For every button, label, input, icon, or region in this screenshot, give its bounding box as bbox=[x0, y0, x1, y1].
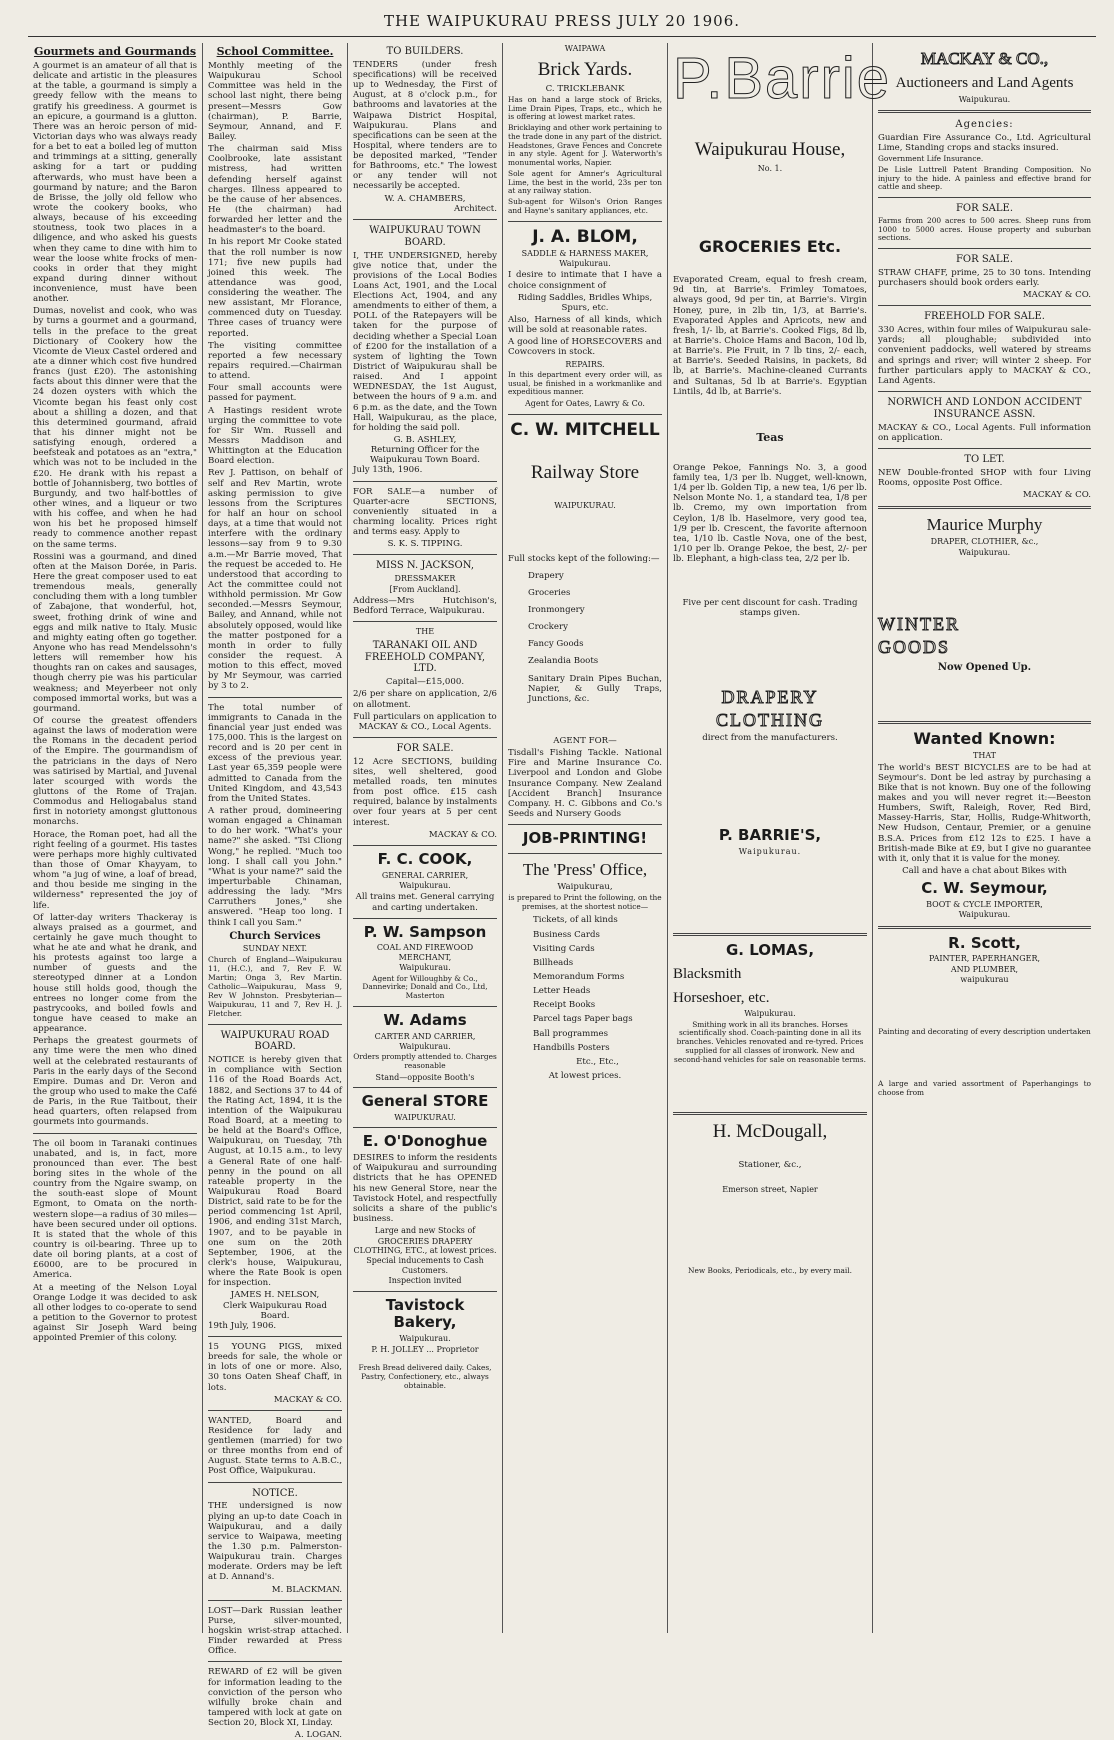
job-list bbox=[508, 915, 662, 1067]
school-p6: A Hastings resident wrote urging the committee to vote for Sir Wm. Russell and Messrs Maddison and Whittington at the Education Board election. bbox=[208, 405, 342, 467]
mitchell-store: Railway Store bbox=[530, 461, 640, 483]
groceries-body: Evaporated Cream, equal to fresh cream, 9d tin, at Barrie's. Frimley Tomatoes, always good, 9d per tin, at Barrie's. Virgin Honey, pure, in 2lb tin, 1/3, at Barrie's. Evaporated Apples and Apricots, new and fresh, 1/- lb, at Barrie's. Cooked Figs, 8d lb, at Barrie's. Choice Hams and Bacon, 10d lb, at Barrie's. Pie Fruit, in 7 lb tins, 2/- each, at Barrie's. Seeded Raisins, in packets, 8d lb, at Barrie's. Machine-cleaned Currants and Sultanas, 5d lb at Barrie's. Egyptian Lintils, 4d lb, at Barrie's. bbox=[673, 275, 867, 397]
brick-p4: Sub-agent for Wilson's Orion Ranges and Hayne's sanitary appliances, etc. bbox=[508, 197, 662, 215]
blom-role: SADDLE & HARNESS MAKER, bbox=[521, 248, 649, 258]
cook-place: Waipukurau. bbox=[399, 880, 451, 890]
oil-share: 2/6 per share on application, 2/6 on allotment. bbox=[353, 689, 497, 710]
oil-the: THE bbox=[415, 627, 435, 637]
forsale1-body: FOR SALE—a number of Quarter-acre SECTIONS, conveniently situated in a charming locality. Prices right and terms easy. Apply to bbox=[353, 486, 497, 538]
church-services-title: Church Services bbox=[229, 930, 321, 942]
list-item: Visiting Cards bbox=[533, 943, 595, 954]
adams-role: CARTER AND CARRIER, bbox=[374, 1031, 476, 1041]
divider bbox=[208, 1024, 342, 1025]
sampson-place: Waipukurau. bbox=[399, 963, 451, 973]
divider bbox=[878, 448, 1091, 449]
mackay-place: Waipukurau. bbox=[958, 94, 1011, 104]
town-board-body: I, THE UNDERSIGNED, hereby give notice that, under the provisions of the Local Bodies Loans Act, 1901, and the Local Elections Act, 1904, and any amendments to either of them, a POLL of the Ratepayers will be taken for the purpose of deciding whether a Special Loan of £200 for the installation of a system of lighting the Town District of Waipukurau shall be raised. And I appoint WEDNESDAY, the 1st August, between the hours of 9 a.m. and 6 p.m. as the date, and the Town Hall, Waipukurau, as the place, for holding the said poll. bbox=[353, 250, 497, 433]
blom-p2: Riding Saddles, Bridles Whips, Spurs, etc. bbox=[517, 292, 653, 313]
notice-body: THE undersigned is now plying an up-to date Coach in Waipukurau, and a daily service to Waipawa, meeting the 1.30 p.m. Palmerston-Waipukurau train. Charges moderate. Orders may be left at D. Annand's. bbox=[208, 1501, 342, 1583]
blom-p1: I desire to intimate that I have a choice consignment of bbox=[508, 270, 662, 291]
mitchell-sanitary: Sanitary Drain Pipes Buchan, Napier, & Gully Traps, Junctions, &c. bbox=[528, 673, 662, 704]
school-p7: Rev J. Pattison, on behalf of self and Rev Martin, wrote asking permission to give lessons from the Scriptures for half an hour on school days, at a time that would not interfere with the ordinary lessons—say from 9 to 9.30 a.m.—Mr Barrie moved, That the request be acceded to. He understood that according to Act the committee could not withhold permission. Mr Gow seconded.—Messrs Seymour, Bailey, and Annand, while not absolutely opposed, would like the matter postponed for a month in order to fully consider the request. A motion to this effect, moved by Mr Seymour, was carried by 3 to 2. bbox=[208, 468, 343, 692]
oil-boom-p: The oil boom in Taranaki continues unabated, and is, in fact, more pronounced than ever. The best boring sites in the whole of the country from the Ngaire swamp, on the south-east slope of Mount Egmont, to Omata on the north-western slope—a radius of 30 miles—have been secured under oil options. It is stated that the whole of this country is oil-bearing. Three up to date oil boring plants, at a cost of £6000, are to be procured in America. bbox=[33, 1138, 197, 1281]
odonoghue-cash: Special inducements to Cash Customers. bbox=[366, 1256, 484, 1275]
school-p4: The visiting committee reported a few necessary repairs required.—Chairman to attend. bbox=[208, 340, 342, 382]
column-1 bbox=[28, 43, 203, 1633]
odonoghue-name: E. O'Donoghue bbox=[362, 1132, 488, 1151]
freehold-body: 330 Acres, within four miles of Waipukurau sale-yards; all ploughable; subdivided into convenient paddocks, well watered by streams and springs and river; will winter 2 sheep. For further particulars apply to MACKAY & CO., Land Agents. bbox=[878, 325, 1091, 386]
divider bbox=[353, 737, 497, 738]
gourmets-p7: Perhaps the greatest gourmets of any time were the men who dined well at the celebrated restaurants of Paris in the early days of the Second Empire. Dumas and Dr. Veron and the group who used to make the Café de Paris, in the Rue Taitbout, their head quarters, often relapsed from gourmets into gourmands. bbox=[33, 1036, 197, 1128]
odonoghue-inspection: Inspection invited bbox=[388, 1276, 462, 1286]
tolet-title: TO LET. bbox=[964, 453, 1005, 465]
list-item: Billheads bbox=[533, 957, 574, 968]
blom-agent: Agent for Oates, Lawry & Co. bbox=[525, 399, 645, 409]
school-committee-title: School Committee. bbox=[216, 45, 334, 58]
gourmets-p4: Of course the greatest offenders against the laws of moderation were the Romans in the decadent period of the Empire. The gourmandism of the patricians in the days of Nero was satirised by Martial, and Juvenal later scourged with words the gluttons of the Rome of Trajan. Commodus and Heliogabalus stand first in notoriety amongst gluttonous monarchs. bbox=[33, 715, 197, 828]
mcdougall-name: H. McDougall, bbox=[712, 1121, 828, 1143]
brick-p1: Has on hand a large stock of Bricks, Lime Drain Pipes, Traps, etc., which he is offering at lowest market rates. bbox=[508, 94, 662, 122]
chinaman-p: A rather proud, domineering woman engaged a Chinaman to do her work. "What's your name?" she asked. "Tsi Cliong Wong," he replied. "Much too long. I shall call you John." "What is your name?" said the imperturbable Chinaman, addressing the lady. "Mrs Carruthers Jones," she answered. "Heap too long. I think I call you Sam." bbox=[208, 805, 342, 928]
list-item: Crockery bbox=[528, 622, 568, 633]
divider bbox=[208, 697, 342, 698]
gov-life: Government Life Insurance. bbox=[878, 154, 984, 164]
forsale-chaff-sig: MACKAY & CO. bbox=[1022, 290, 1091, 301]
list-item: Drapery bbox=[528, 570, 564, 581]
lomas-blacksmith: Blacksmith bbox=[673, 965, 742, 982]
bakery-name: Tavistock Bakery, bbox=[385, 1295, 465, 1332]
wanted-chat: Call and have a chat about Bikes with bbox=[902, 866, 1067, 877]
forsale-chaff-body: STRAW CHAFF, prime, 25 to 30 tons. Intending purchasers should book orders early. bbox=[878, 267, 1091, 289]
divider bbox=[878, 305, 1091, 306]
norwich-title: NORWICH AND LONDON ACCIDENT INSURANCE ASSN. bbox=[887, 397, 1082, 420]
divider bbox=[208, 1661, 342, 1662]
jackson-addr: Address—Mrs Hutchison's, Bedford Terrace, Waipukurau. bbox=[353, 596, 497, 617]
agencies-body: Guardian Fire Assurance Co., Ltd. Agricultural Lime, Standing crops and stacks insured. bbox=[878, 132, 1091, 154]
list-item: Parcel tags Paper bags bbox=[533, 1014, 633, 1025]
divider bbox=[878, 721, 1091, 724]
job-printing-title: JOB-PRINTING! bbox=[522, 829, 648, 848]
mitchell-intro: Full stocks kept of the following:— bbox=[508, 553, 660, 564]
gourmets-p5: Horace, the Roman poet, had all the right feeling of a gourmet. His tastes were perhaps more highly cultivated than those of Omar Khayyam, to whom "a jug of wine, a loaf of bread, and thou beside me singing in the wilderness" represented the joy of life. bbox=[33, 829, 197, 911]
mcdougall-role: Stationer, &c., bbox=[738, 1159, 802, 1170]
oil-company-name: TARANAKI OIL AND FREEHOLD COMPANY, LTD. bbox=[364, 639, 486, 675]
school-p3: In his report Mr Cooke stated that the roll number is now 171; five new pupils had joined this week. The attendance was good, considering the weather. The new assistant, Mr Florance, commenced duty on Tuesday. Three cases of truancy were reported. bbox=[208, 237, 342, 339]
list-item: Ironmongery bbox=[528, 604, 585, 615]
forsale2-sig: MACKAY & CO. bbox=[428, 829, 497, 840]
press-office: The 'Press' Office, bbox=[522, 859, 648, 879]
divider bbox=[508, 853, 662, 854]
list-item: Zealandia Boots bbox=[528, 656, 599, 667]
general-store-name: General STORE bbox=[361, 1092, 489, 1111]
masthead: THE WAIPUKURAU PRESS JULY 20 1906. bbox=[28, 10, 1096, 37]
sampson-role: COAL AND FIREWOOD MERCHANT, bbox=[376, 943, 474, 962]
forsale-chaff-title: FOR SALE. bbox=[955, 254, 1014, 266]
columns bbox=[28, 43, 1096, 1740]
teas-title: Teas bbox=[756, 430, 784, 444]
wanted-board-body: WANTED, Board and Residence for lady and gentlemen (married) for two or three months from end of August. State terms to A.B.C., Post Office, Waipukurau. bbox=[208, 1415, 342, 1477]
town-board-sig2: Returning Officer for the Waipukurau Town Board. bbox=[369, 445, 481, 466]
scott-body: Painting and decorating of every description undertaken bbox=[878, 1026, 1091, 1036]
mackay-role: Auctioneers and Land Agents bbox=[895, 75, 1074, 92]
blom-repairs-title: REPAIRS. bbox=[565, 359, 605, 369]
divider bbox=[878, 110, 1091, 113]
gourmets-p6: Of latter-day writers Thackeray is always praised as a gourmet, and certainly he gave much thought to what he ate and what he drank, and his protests against too large a number of guests and the stereotyped dinner at a London house still holds good, though the entrees no longer come from the pastrycooks, and boiled fowls and tongue have ceased to make an appearance. bbox=[33, 912, 197, 1035]
list-item: Memorandum Forms bbox=[533, 971, 625, 982]
barries-place: Waipukurau. bbox=[738, 846, 802, 856]
house-number: No. 1. bbox=[757, 163, 783, 173]
adams-body: Orders promptly attended to. Charges reasonable bbox=[353, 1052, 497, 1071]
sampson-body: Agent for Willoughby & Co., Dannevirke; Donald and Co., Ltd, Masterton bbox=[362, 973, 488, 1001]
brick-owner: C. TRICKLEBANK bbox=[545, 83, 625, 94]
divider bbox=[673, 1112, 867, 1115]
column-5 bbox=[668, 43, 892, 1633]
agent-title: AGENT FOR— bbox=[553, 735, 617, 746]
jackson-name: MISS N. JACKSON, bbox=[375, 560, 475, 572]
divider bbox=[878, 391, 1091, 392]
seymour-name: C. W. Seymour, bbox=[921, 879, 1048, 898]
divider bbox=[208, 1410, 342, 1411]
road-board-sig: JAMES H. NELSON, bbox=[230, 1290, 320, 1301]
mitchell-place: WAIPUKURAU. bbox=[554, 501, 616, 511]
school-p5: Four small accounts were passed for payment. bbox=[208, 383, 342, 404]
divider bbox=[673, 933, 867, 936]
mcdougall-addr: Emerson street, Napier bbox=[722, 1184, 818, 1194]
wanted-body: The world's BEST BICYCLES are to be had at Seymour's. Dont be led astray by purchasing a Bike that is not known. Buy one of the following makes and you will never regret it:—Beeston Humbers, Swift, Raleigh, Rover, Red Bird, Massey-Harris, Star, Hollis, Rudge-Whitworth, New Hudson, Centaur, Premier, or a genuine B.S.A. Prices from £12 12s to £25. I have a British-made Bike at £9, but I give no guarantee with it, only that it is value for the money. bbox=[878, 762, 1091, 864]
bakery-body: Fresh Bread delivered daily. Cakes, Pastry, Confectionery, etc., always obtainable. bbox=[358, 1363, 492, 1390]
divider bbox=[208, 1600, 342, 1601]
divider bbox=[208, 1336, 342, 1337]
divider bbox=[353, 621, 497, 622]
goods-title: GOODS bbox=[878, 637, 951, 658]
blom-name: J. A. BLOM, bbox=[532, 226, 638, 247]
barrie-logo: P.Barrie bbox=[673, 46, 892, 111]
job-end: At lowest prices. bbox=[548, 1070, 622, 1081]
church-sub: SUNDAY NEXT. bbox=[242, 944, 308, 954]
forsale-farms-body: Farms from 200 acres to 500 acres. Sheep runs from 1000 to 5000 acres. House property and suburban sections. bbox=[878, 215, 1091, 243]
norwich-body: MACKAY & CO., Local Agents. Full information on application. bbox=[878, 422, 1091, 443]
list-item: Ball programmes bbox=[533, 1028, 608, 1039]
divider bbox=[878, 197, 1091, 198]
brick-p2: Bricklaying and other work pertaining to the trade done in any part of the district. Headstones, Grave Fences and Concrete in any style. Agent for J. Waterworth's monumental works, Napier. bbox=[508, 123, 662, 168]
groceries-title: GROCERIES Etc. bbox=[698, 237, 842, 257]
general-store-place: WAIPUKURAU. bbox=[394, 1113, 456, 1123]
seymour-role: BOOT & CYCLE IMPORTER, bbox=[926, 899, 1043, 909]
road-board-sig2: Clerk Waipukurau Road Board. bbox=[223, 1300, 327, 1321]
adams-stand: Stand—opposite Booth's bbox=[375, 1072, 475, 1082]
list-item: Tickets, of all kinds bbox=[533, 915, 618, 926]
divider bbox=[878, 248, 1091, 249]
lomas-name: G. LOMAS, bbox=[725, 941, 815, 960]
gourmets-p3: Rossini was a gourmand, and dined often at the Maison Dorée, in Paris. Here the great composer used to eat tremendous meals, generally concluding them with a long tumbler of Zabajone, that wonderful, hot, sweet, frothing drink of wine and eggs and milk native to Italy. Music and mighty eating often go together. Anyone who has read Mendelssohn's letters will remember how his thoughts ran on cakes and sausages, though cherry pie was his particular weakness; and Meyerbeer not only composed immortal works, but was a gourmand. bbox=[33, 551, 197, 714]
divider bbox=[353, 845, 497, 846]
murphy-place: Waipukurau. bbox=[958, 547, 1011, 557]
lomas-place: Waipukurau. bbox=[744, 1009, 796, 1019]
road-board-date: 19th July, 1906. bbox=[208, 1320, 277, 1331]
forsale1-sig: S. K. S. TIPPING. bbox=[387, 539, 463, 550]
blom-repairs: In this department every order will, as usual, be finished in a workmanlike and expeditious manner. bbox=[508, 370, 662, 397]
tolet-body: NEW Double-fronted SHOP with four Living Rooms, opposite Post Office. bbox=[878, 467, 1091, 488]
oil-capital: Capital—£15,000. bbox=[385, 677, 465, 688]
scott-role2: AND PLUMBER, bbox=[950, 964, 1019, 974]
clothing-title: CLOTHING bbox=[716, 709, 824, 730]
reward-body: REWARD of £2 will be given for information leading to the conviction of the person who wilfully broke chain and tampered with lock at gate on Section 20, Block XI, Linday. bbox=[208, 1667, 342, 1729]
scott-role: PAINTER, PAPERHANGER, bbox=[928, 954, 1041, 964]
mitchell-name: C. W. MITCHELL bbox=[510, 419, 660, 440]
murphy-role: DRAPER, CLOTHIER, &c., bbox=[930, 537, 1039, 547]
divider bbox=[208, 1482, 342, 1483]
forsale2-body: 12 Acre SECTIONS, building sites, well sheltered, good metalled roads, ten minutes from post office. £15 cash required, balance by instalments over four years at 5 per cent interest. bbox=[353, 756, 497, 828]
mackay-name: MACKAY & CO., bbox=[920, 49, 1049, 68]
divider bbox=[353, 1087, 497, 1088]
school-p1: Monthly meeting of the Waipukurau School Committee was held in the school last night, there being present—Messrs Gow (chairman), P. Barrie, Seymour, Annand, and F. Bailey. bbox=[208, 60, 342, 142]
teas-body: Orange Pekoe, Fannings No. 3, a good family tea, 1/3 per lb. Nugget, well-known, 1/4 per lb. Golden Tip, a new tea, 1/6 per lb. Nelson Monte No. 1, a standard tea, 1/8 per lb. Cremo, my own importation from Ceylon, 1/8 lb. Haselmore, very good tea, 1/9 per lb. Crescent, the favorite afternoon tea, 1/10 lb. Castle Nova, one of the best, 1/10 per lb. Orange Pekoe, the best, 2/- per lb. Elephant, a high-class tea, 2/2 per lb. bbox=[673, 462, 867, 565]
brick-p3: Sole agent for Amner's Agricultural Lime, the best in the world, 23s per ton at any railway station. bbox=[508, 168, 662, 196]
lomas-horseshoer: Horseshoer, etc. bbox=[673, 989, 770, 1006]
divider bbox=[508, 824, 662, 825]
adams-place: Waipukurau. bbox=[399, 1042, 451, 1052]
job-place: Waipukurau, bbox=[557, 881, 613, 892]
orange-lodge-p: At a meeting of the Nelson Loyal Orange Lodge it was decided to ask all other lodges to co-operate to send a petition to the Governor to protest against Sir Joseph Ward being appointed Premier of this colony. bbox=[33, 1282, 197, 1344]
list-item: Receipt Books bbox=[533, 1000, 596, 1011]
freehold-title: FREEHOLD FOR SALE. bbox=[924, 311, 1045, 323]
list-item: Groceries bbox=[528, 587, 571, 598]
list-item: Business Cards bbox=[533, 929, 600, 940]
tolet-sig: MACKAY & CO. bbox=[1022, 490, 1091, 500]
divider bbox=[878, 926, 1091, 929]
divider bbox=[353, 481, 497, 482]
town-board-date: July 13th, 1906. bbox=[353, 465, 423, 476]
divider bbox=[508, 414, 662, 415]
winter-title: WINTER bbox=[878, 614, 960, 635]
brick-town: WAIPAWA bbox=[564, 44, 606, 53]
gourmets-p2: Dumas, novelist and cook, who was by turns a gourmet and a gourmand, tells in the preface to the great Dictionary of Cookery how the Vicomte de Vieux Castel ordered and ate a dinner which cost five hundred francs (just £20). The astonishing facts about this dinner were that the 24 dozen oysters with which the Vicomte began his feast only cost about a shilling a dozen, and that this determined gourmand, afraid that his dinner might not be satisfying enough, ordered a beefsteak and potatoes as an "extra," which was not to be included in the £20. He drank with his repast a bottle of Johannisberg, two bottles of Burgundy, and two half-bottles of other wines, and a liqueur or two with his coffee, and when he had won his bet he proposed himself ready to commence another repast on the same terms. bbox=[33, 306, 197, 550]
gourmets-p1: A gourmet is an amateur of all that is delicate and artistic in the pleasures at the table, a gourmand is simply a greedy fellow with the means to gratify his greediness. A gourmet is an epicure, a gourmand is a glutton. There was an heroic person of mid-Victorian days who was always ready for a bet to eat a boiled leg of mutton and trimmings at a sitting, generally asking for a tart or pudding afterwards, who must have been a gourmand by nature; and the Baron de Brisse, the jolly old fellow who wrote the cookery books, who always, because of his exceeding stoutness, took two places in a diligence, and who asked his guests when they came to dine with him to wear the loose white frocks of men-cooks in order that they might expand during dinner without inconvenience, must have been another. bbox=[33, 60, 197, 305]
drapery-title: DRAPERY bbox=[721, 686, 819, 707]
job-intro: is prepared to Print the following, on the premises, at the shortest notice— bbox=[508, 892, 662, 911]
agent-body: Tisdall's Fishing Tackle. National Fire and Marine Insurance Co. Liverpool and London and Globe Insurance Company. New Zealand [Accident Branch] Insurance Company. H. C. Gibbons and Co.'s Seeds and Nursery Goods bbox=[508, 748, 662, 819]
notice-sig: M. BLACKMAN. bbox=[271, 1584, 342, 1595]
divider bbox=[33, 1133, 197, 1134]
list-item: Etc., Etc., bbox=[576, 1056, 619, 1067]
sampson-name: P. W. Sampson bbox=[363, 922, 487, 941]
pigs-body: 15 YOUNG PIGS, mixed breeds for sale, the whole or in lots of one or more. Also, 30 tons Oaten Sheaf Chaff, in lots. bbox=[208, 1341, 342, 1393]
blom-place: Waipukurau. bbox=[559, 259, 611, 269]
column-6 bbox=[873, 43, 1096, 1633]
town-board-sig: G. B. ASHLEY, bbox=[393, 435, 457, 446]
bakery-place: Waipukurau. bbox=[399, 1334, 451, 1344]
list-item: Fancy Goods bbox=[528, 639, 584, 650]
column-2 bbox=[203, 43, 348, 1740]
waipukurau-house: Waipukurau House, bbox=[694, 139, 846, 161]
immigrants-p: The total number of immigrants to Canada in the financial year just ended was 175,000. This is the largest on record and is 20 per cent in excess of the previous year. Last year 65,359 people were admitted to Canada from the United Kingdom, and 43,543 from the United States. bbox=[208, 702, 342, 804]
divider bbox=[353, 1291, 497, 1292]
jackson-from: [From Auckland]. bbox=[389, 584, 461, 594]
divider bbox=[353, 1127, 497, 1128]
barries-name: P. BARRIE'S, bbox=[718, 826, 822, 845]
forsale2-title: FOR SALE. bbox=[396, 742, 454, 754]
lost-body: LOST—Dark Russian leather Purse, silver-mounted, hogskin wrist-strap attached. Finder rewarded at Press Office. bbox=[208, 1605, 342, 1657]
divider bbox=[353, 918, 497, 919]
mitchell-list bbox=[508, 571, 662, 667]
divider bbox=[353, 219, 497, 220]
notice-title: NOTICE. bbox=[252, 1487, 298, 1499]
bakery-proprietor: P. H. JOLLEY ... Proprietor bbox=[371, 1344, 479, 1354]
discount: Five per cent discount for cash. Trading stamps given. bbox=[682, 598, 858, 619]
builders-sig2: Architect. bbox=[454, 203, 497, 214]
cook-name: F. C. COOK, bbox=[377, 849, 473, 868]
cook-role: GENERAL CARRIER, bbox=[381, 870, 469, 880]
jackson-role: DRESSMAKER bbox=[394, 574, 456, 584]
road-board-body: NOTICE is hereby given that in compliance with Section 116 of the Road Boards Act, 1882, and Sections 37 to 44 of the Rating Act, 1894, it is the intention of the Waipukurau Road Board, at a meeting to be held at the Board's Office, Waipukurau, on Tuesday, 7th August, at 10.15 a.m., to levy a General Rate of one half-penny in the pound on all rateable property in the Waipukurau Road Board District, said rate to be for the period commencing 1st April, 1906, and ending 31st March, 1907, and to be payable in one sum on the 20th September, 1906, at the clerk's house, Waipukurau, where the Rate Book is open for inspection. bbox=[208, 1055, 342, 1289]
column-3 bbox=[348, 43, 503, 1633]
pigs-sig: MACKAY & CO. bbox=[273, 1394, 342, 1405]
scott-papers: A large and varied assortment of Paperhangings to choose from bbox=[878, 1079, 1091, 1098]
lomas-body: Smithing work in all its branches. Horses scientifically shod. Coach-painting done in all its branches. Vehicles renovated and re-tyred. Prices supplied for all classes of ironwork. New and second-hand vehicles for sale on reasonable terms. bbox=[674, 1019, 866, 1064]
now-opened: Now Opened Up. bbox=[937, 661, 1032, 673]
agencies-title: Agencies: bbox=[955, 119, 1014, 131]
gourmets-title: Gourmets and Gourmands bbox=[33, 45, 197, 58]
builders-body: TENDERS (under fresh specifications) will be received up to Wednesday, the First of August, at 8 o'clock p.m., for bathrooms and lavatories at the Waipawa District Hospital, Waipukurau. Plans and specifications can be seen at the Hospital, where tenders are to be deposited marked, "Tender for Bathrooms, etc." The lowest or any tender will not necessarily be accepted. bbox=[353, 59, 497, 192]
church-body: Church of England—Waipukurau 11, (H.C.), and 7, Rev F. W. Martin; Onga 3, Rev Martin. Catholic—Waipukurau, Mass 9, Rev W Johnston. Presbyterian—Waipukurau, 11 and 7, Rev H. J. Fletcher. bbox=[208, 954, 342, 1018]
direct-text: direct from the manufacturers. bbox=[702, 732, 838, 743]
divider bbox=[353, 554, 497, 555]
blom-p4: A good line of HORSECOVERS and Cowcovers in stock. bbox=[508, 337, 662, 358]
column-4 bbox=[503, 43, 668, 1633]
wanted-known-title: Wanted Known: bbox=[913, 729, 1056, 749]
town-board-title: WAIPUKURAU TOWN BOARD. bbox=[369, 224, 481, 248]
scott-name: R. Scott, bbox=[948, 933, 1021, 952]
brick-title: Brick Yards. bbox=[537, 59, 633, 81]
scott-place: waipukurau bbox=[960, 975, 1009, 985]
road-board-title: WAIPUKURAU ROAD BOARD. bbox=[220, 1029, 330, 1053]
divider bbox=[508, 221, 662, 222]
blom-p3: Also, Harness of all kinds, which will be sold at reasonable rates. bbox=[508, 315, 662, 336]
adams-name: W. Adams bbox=[383, 1010, 467, 1029]
wanted-that: THAT bbox=[973, 751, 996, 761]
odonoghue-items: GROCERIES DRAPERY CLOTHING, ETC., at lowest prices. bbox=[353, 1236, 497, 1256]
reward-sig: A. LOGAN. bbox=[294, 1730, 342, 1740]
divider bbox=[353, 1006, 497, 1007]
seymour-place: Waipukurau. bbox=[958, 910, 1011, 920]
cook-body: All trains met. General carrying and carting undertaken. bbox=[355, 892, 495, 913]
forsale-farms-title: FOR SALE. bbox=[955, 203, 1014, 215]
odonoghue-stock: Large and new Stocks of bbox=[374, 1226, 476, 1236]
list-item: Letter Heads bbox=[533, 986, 591, 997]
murphy-name: Maurice Murphy bbox=[926, 515, 1043, 535]
divider bbox=[878, 506, 1091, 509]
list-item: Handbills Posters bbox=[533, 1042, 610, 1053]
builders-sig: W. A. CHAMBERS, bbox=[384, 193, 466, 204]
mcdougall-books: New Books, Periodicals, etc., by every mail. bbox=[688, 1266, 852, 1276]
school-p2: The chairman said Miss Coolbrooke, late assistant mistress, had written defending herself against charges. Illness appeared to be the cause of her absences. He (the chairman) had forwarded her letter and the headmaster's to the board. bbox=[208, 144, 342, 236]
delisle: De Lisle Luttrell Patent Branding Composition. No injury to the hide. A painless and effective brand for cattle and sheep. bbox=[878, 164, 1091, 192]
oil-body: Full particulars on application to MACKAY & CO., Local Agents. bbox=[353, 711, 497, 732]
builders-title: TO BUILDERS. bbox=[386, 46, 464, 57]
odonoghue-body: DESIRES to inform the residents of Waipukurau and surrounding districts that he has OPENED his new General Store, near the Tavistock Hotel, and respectfully solicits a share of the public's business. bbox=[353, 1153, 497, 1225]
